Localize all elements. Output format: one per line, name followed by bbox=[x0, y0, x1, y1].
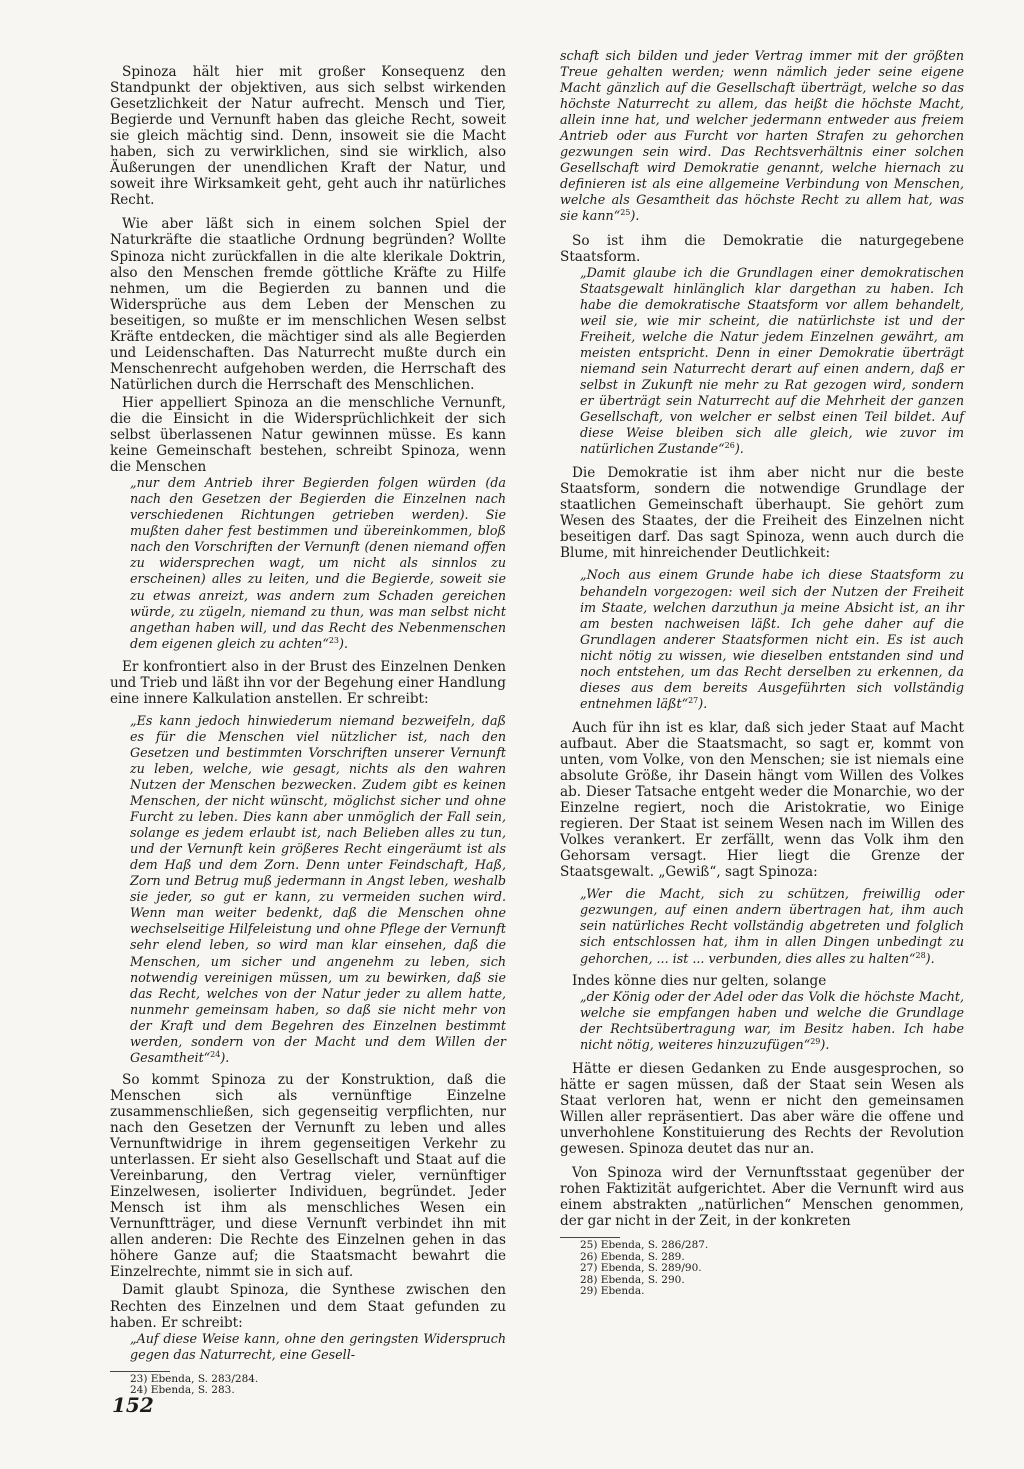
paragraph: So ist ihm die Demokratie die naturgegebene Staatsform. bbox=[560, 232, 964, 265]
quotation bbox=[580, 567, 964, 711]
quotation bbox=[580, 265, 964, 458]
quotation-end: ). bbox=[698, 695, 708, 711]
footnote: 25) Ebenda, S. 286/287. bbox=[580, 1239, 709, 1252]
paragraph: Spinoza hält hier mit großer Konsequenz den Standpunkt der objektiven, aus sich selbst wirkenden Gesetzlichkeit der Natur aufrecht. Mensch und Tier, Begierde und Vernunft haben das gleiche Recht, soweit sie gleich mächtig sind. Denn, insoweit sie die Macht haben, sich zu verwirklichen, sind sie wirklich, also Äußerungen der unendlichen Kraft der Natur, und soweit ihre Wirksamkeit geht, geht auch ihr natürliches Recht. bbox=[110, 64, 506, 209]
paragraph: Auch für ihn ist es klar, daß sich jeder Staat auf Macht aufbaut. Aber die Staatsmacht, so sagt er, kommt von unten, vom Volke, von den Menschen; sie ist niemals eine absolute Größe, ihr Dasein hängt vom Willen des Volkes ab. Dieser Tatsache entgeht weder die Monarchie, wo der Einzelne regiert, noch die Aristokratie, wo Einige regieren. Der Staat ist seinem Wesen nach im Willen des Volkes verankert. Er zerfällt, wenn das Volk ihm den Gehorsam versagt. Hier liegt die Grenze der Staatsgewalt. „Gewiß“, sagt Spinoza: bbox=[560, 719, 964, 881]
quotation-text: „Noch aus einem Grunde habe ich diese Staatsform zu behandeln vorgezogen: weil sich der Nutzen der Freiheit im Staate, welchen darzuthun ja meine Absicht ist, an ihr am besten nachweisen läßt. Ich gehe daher auf die Grundlagen anderer Staatsformen nicht ein. Es ist auch nicht nötig zu wissen, wie dieselben entstanden sind und noch entstehen, um das Recht derselben zu erkennen, da dieses aus dem bereits Ausgeführten sich vollständig entnehmen läßt“ bbox=[580, 567, 964, 711]
quotation-end: ). bbox=[734, 441, 744, 457]
quotation bbox=[580, 886, 964, 966]
quotation-text: schaft sich bilden und jeder Vertrag immer mit der größten Treue gehalten werden; wenn nämlich jeder seine eigene Macht gänzlich auf die Gesellschaft überträgt, welche so das höchste Naturrecht zu allem, das heißt die höchste Macht, allein inne hat, und welcher jedermann entweder aus freiem Antrieb oder aus Furcht vor harten Strafen zu gehorchen gezwungen sein wird. Das Rechtsverhältnis einer solchen Gesellschaft wird Demokratie genannt, welche hiernach zu definieren ist als eine allgemeine Verbindung von Menschen, welche als Gesamtheit das höchste Recht zu allem hat, was sie kann“ bbox=[560, 48, 964, 224]
footnotes bbox=[560, 1237, 964, 1297]
left-column bbox=[110, 64, 506, 1397]
quotation bbox=[130, 475, 506, 652]
quotation: „Auf diese Weise kann, ohne den geringsten Widerspruch gegen das Naturrecht, eine Gesell- bbox=[130, 1330, 506, 1362]
quotation-text: „nur dem Antrieb ihrer Begierden folgen würden (da nach den Gesetzen der Begierden die Einzelnen nach verschiedenen Richtungen getrieben werden). Sie mußten daher fest bestimmen und übereinkommen, bloß nach den Vorschriften der Vernunft (denen niemand offen zu widersprechen wagt, um nicht als sinnlos zu erscheinen) alles zu leiten, und die Begierde, soweit sie zu etwas anreizt, was andern zum Schaden gereichen würde, zu zügeln, niemand zu thun, was man selbst nicht angethan haben will, und das Recht des Nebenmenschen dem eigenen gleich zu achten“ bbox=[130, 475, 506, 651]
footnotes bbox=[110, 1371, 506, 1397]
footnote-ref: 24 bbox=[210, 1049, 221, 1059]
paragraph: Von Spinoza wird der Vernunftsstaat gegenüber der rohen Faktizität aufgerichtet. Aber die Vernunft wird aus einem abstrakten „natürlichen“ Menschen genommen, der gar nicht in der Zeit, in der konkreten bbox=[560, 1165, 964, 1230]
quotation-end: ). bbox=[630, 208, 640, 224]
paragraph: Er konfrontiert also in der Brust des Einzelnen Denken und Trieb und läßt ihn vor der Begehung einer Handlung eine innere Kalkulation anstellen. Er schreibt: bbox=[110, 658, 506, 707]
quotation bbox=[580, 989, 964, 1053]
paragraph: Die Demokratie ist ihm aber nicht nur die beste Staatsform, sondern die notwendige Grundlage der staatlichen Gemeinschaft überhaupt. Sie gehört zum Wesen des Staates, der die Freiheit des Einzelnen nicht beseitigen darf. Das sagt Spinoza, wenn auch durch die Blume, mit hinreichender Deutlichkeit: bbox=[560, 465, 964, 562]
quotation-end: ). bbox=[820, 1036, 830, 1052]
quotation bbox=[560, 48, 964, 225]
paragraph: Damit glaubt Spinoza, die Synthese zwischen den Rechten des Einzelnen und dem Staat gefunden zu haben. Er schreibt: bbox=[110, 1282, 506, 1331]
quotation-end: ). bbox=[220, 1049, 230, 1065]
paragraph: Hier appelliert Spinoza an die menschliche Vernunft, die die Einsicht in die Widersprüchlichkeit der sich selbst überlassenen Natur gewinnen müsse. Es kann keine Gemeinschaft bestehen, schreibt Spinoza, wenn die Menschen bbox=[110, 394, 506, 476]
footnote-ref: 28 bbox=[915, 950, 926, 960]
paragraph: Indes könne dies nur gelten, solange bbox=[572, 972, 827, 989]
quotation-text: „Wer die Macht, sich zu schützen, freiwillig oder gezwungen, auf einen andern übertragen hat, ihm auch sein natürliches Recht vollständig abgetreten und folglich sich entschlossen hat, ihm in allen Dingen unbedingt zu gehorchen, ... ist ... verbunden, dies alles zu halten“ bbox=[580, 886, 964, 966]
footnote-ref: 27 bbox=[688, 695, 699, 705]
footnote: 23) Ebenda, S. 283/284. bbox=[130, 1372, 259, 1385]
footnote-ref: 25 bbox=[620, 208, 631, 218]
footnote-ref: 29 bbox=[810, 1036, 821, 1046]
right-column bbox=[560, 48, 964, 1297]
footnote-rule bbox=[560, 1237, 620, 1238]
quotation-text: „Es kann jedoch hinwiederum niemand bezweifeln, daß es für die Menschen viel nützlicher ist, nach den Gesetzen und bestimmten Vorschriften unserer Vernunft zu leben, welche, wie gesagt, nichts als den wahren Nutzen der Menschen bezwecken. Zudem gibt es keinen Menschen, der nicht wünscht, möglichst sicher und ohne Furcht zu leben. Dies kann aber unmöglich der Fall sein, solange es jedem erlaubt ist, nach Belieben alles zu tun, und der Vernunft kein größeres Recht eingeräumt ist als dem Haß und dem Zorn. Denn unter Feindschaft, Haß, Zorn und Betrug muß jedermann in Angst leben, weshalb sie jeder, so gut er kann, zu vermeiden suchen wird. Wenn man weiter bedenkt, daß die Menschen ohne wechselseitige Hilfeleistung und ohne Pflege der Vernunft sehr elend leben, so wird man klar einsehen, daß die Menschen, um sicher und angenehm zu leben, sich notwendig vereinigen müssen, um zu bewirken, daß sie das Recht, welches von der Natur jeder zu allem hatte, nunmehr gemeinsam haben, so daß sie nicht mehr von der Kraft und dem Begehren des Einzelnen bestimmt werden, sondern von der Macht und dem Willen der Gesamtheit“ bbox=[130, 712, 506, 1065]
paragraph: Wie aber läßt sich in einem solchen Spiel der Naturkräfte die staatliche Ordnung begründen? Wollte Spinoza nicht zurückfallen in die alte klerikale Doktrin, also den Menschen fremde göttliche Kräfte zu Hilfe nehmen, um die Begierden zu bannen und die Widersprüche aus dem Leben der Menschen zu beseitigen, so mußte er im menschlichen Wesen selbst Kräfte entdecken, die mächtiger sind als alle Begierden und Leidenschaften. Das Naturrecht mußte durch ein Menschenrecht aufgehoben werden, die Herrschaft des Natürlichen durch die Herrschaft des Menschlichen. bbox=[110, 216, 506, 393]
footnote-rule bbox=[110, 1371, 170, 1372]
footnote: 27) Ebenda, S. 289/90. bbox=[580, 1262, 702, 1275]
quotation-text: „der König oder der Adel oder das Volk die höchste Macht, welche sie empfangen haben und welche die Grundlage der Rechtsübertragung war, im Besitz haben. Ich habe nicht nötig, weiteres hinzuzufügen“ bbox=[580, 988, 964, 1052]
footnote: 26) Ebenda, S. 289. bbox=[580, 1250, 685, 1263]
page-number: 152 bbox=[112, 1393, 154, 1417]
footnote: 28) Ebenda, S. 290. bbox=[580, 1273, 685, 1286]
footnote: 29) Ebenda. bbox=[580, 1284, 645, 1297]
quotation bbox=[130, 713, 506, 1066]
quotation-end: ). bbox=[339, 635, 348, 651]
footnote-ref: 23 bbox=[328, 635, 340, 645]
footnote-ref: 26 bbox=[724, 440, 735, 450]
quotation-text: „Damit glaube ich die Grundlagen einer demokratischen Staatsgewalt hinlänglich klar dargethan zu haben. Ich habe die demokratische Staatsform vor allem behandelt, weil sie, wie mir scheint, die natürlichste ist und der Freiheit, welche die Natur jedem Einzelnen gewährt, am meisten entspricht. Denn in einer Demokratie überträgt niemand sein Naturrecht derart auf einen andern, daß er selbst in Zukunft nie mehr zu Rat gezogen wird, sondern er überträgt sein Naturrecht auf die Mehrheit der ganzen Gesellschaft, von welcher er selbst einen Teil bildet. Auf diese Weise bleiben sich alle gleich, wie zuvor im natürlichen Zustande“ bbox=[580, 264, 964, 457]
footnote: 24) Ebenda, S. 283. bbox=[130, 1384, 235, 1397]
quotation-end: ). bbox=[925, 950, 935, 966]
paragraph: So kommt Spinoza zu der Konstruktion, daß die Menschen sich als vernünftige Einzelne zusammenschließen, sich gegenseitig verpflichten, nur nach den Gesetzen der Vernunft zu leben und alles Vernunftwidrige in ihrem gegenseitigen Verkehr zu unterlassen. Er sieht also Gesellschaft und Staat auf die Vereinbarung, den Vertrag vieler, vernünftiger Einzelwesen, isolierter Individuen, begründet. Jeder Mensch ist ihm als menschliches Wesen ein Vernunftträger, und diese Vernunft verbindet ihn mit allen anderen: Die Rechte des Einzelnen gehen in das höhere Ganze auf; die Staatsmacht bewahrt die Einzelrechte, nimmt sie in sich auf. bbox=[110, 1071, 506, 1281]
paragraph: Hätte er diesen Gedanken zu Ende ausgesprochen, so hätte er sagen müssen, daß der Staat sein Wesen als Staat verloren hat, wenn er nicht den gemeinsamen Willen aller repräsentiert. Das aber wäre die offene und unverhohlene Konstituierung des Rechts der Revolution gewesen. Spinoza deutet das nur an. bbox=[560, 1060, 964, 1158]
